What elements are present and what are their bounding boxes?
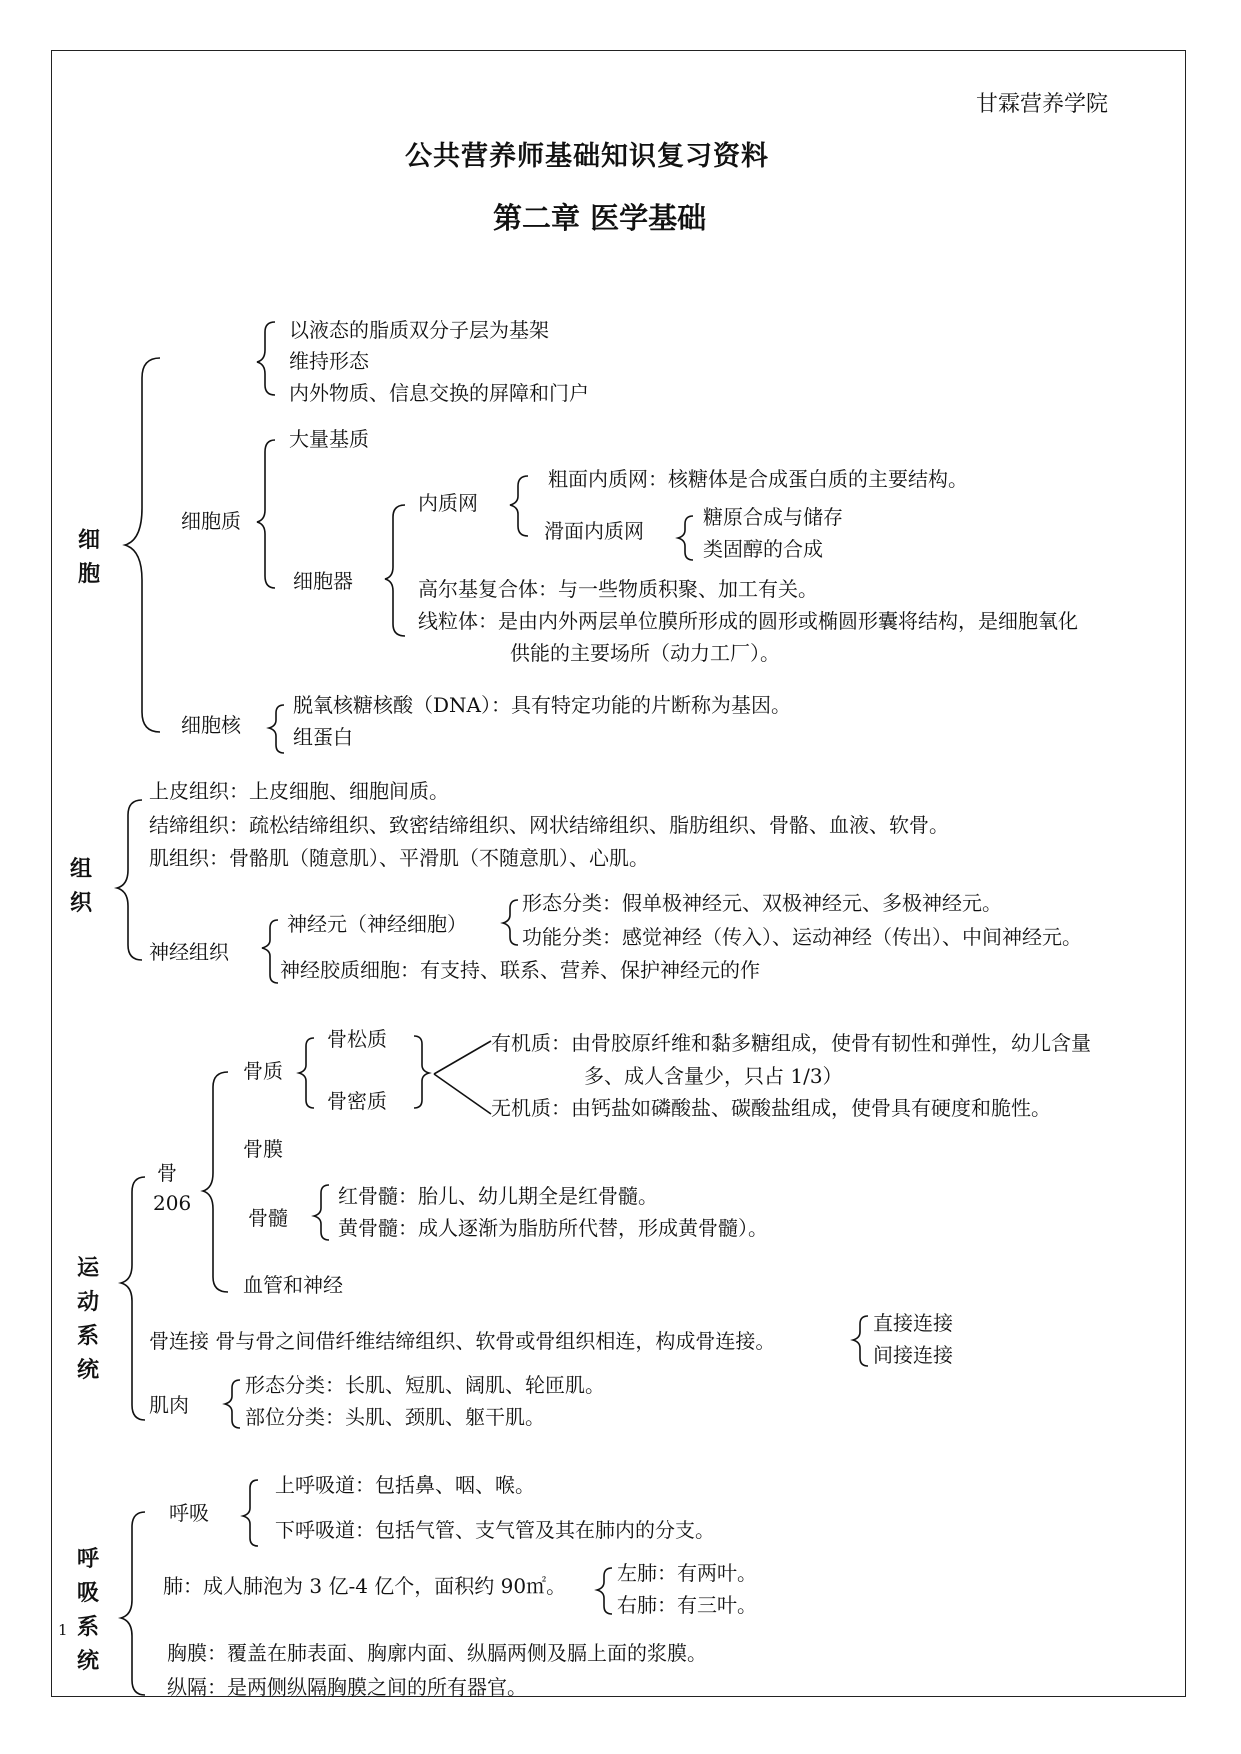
neuron-label: 神经元（神经细胞） xyxy=(287,912,467,936)
muscle-tissue-text: 肌组织：骨骼肌（随意肌）、平滑肌（不随意肌）、心肌。 xyxy=(149,846,649,870)
compact-bone-label: 骨密质 xyxy=(327,1089,387,1113)
bone-count: 206 xyxy=(153,1191,192,1215)
muscle-shape-text: 形态分类：长肌、短肌、阔肌、轮匝肌。 xyxy=(245,1373,605,1397)
membrane-item: 维持形态 xyxy=(289,349,369,373)
chapter-title: 第二章 医学基础 xyxy=(493,201,707,235)
marrow-label: 骨髓 xyxy=(248,1206,288,1230)
smooth-er-item: 糖原合成与储存 xyxy=(703,505,843,529)
upper-airway-text: 上呼吸道：包括鼻、咽、喉。 xyxy=(275,1473,535,1497)
smooth-er-item: 类固醇的合成 xyxy=(703,537,823,561)
neuron-func-text: 功能分类：感觉神经（传入）、运动神经（传出）、中间神经元。 xyxy=(522,925,1082,949)
bone-label: 骨 xyxy=(157,1161,177,1185)
neuron-morph-text: 形态分类：假单极神经元、双极神经元、多极神经元。 xyxy=(522,891,1002,915)
organelle-label: 细胞器 xyxy=(293,569,353,593)
page-number: 1 xyxy=(58,1621,68,1639)
school-name: 甘霖营养学院 xyxy=(976,92,1109,117)
right-lung-text: 右肺：有三叶。 xyxy=(617,1593,757,1617)
inorganic-text: 无机质：由钙盐如磷酸盐、碳酸盐组成，使骨具有硬度和脆性。 xyxy=(491,1096,1051,1120)
rough-er-text: 粗面内质网：核糖体是合成蛋白质的主要结构。 xyxy=(548,467,968,491)
glia-text: 神经胶质细胞：有支持、联系、营养、保护神经元的作 xyxy=(280,958,760,982)
epithelial-text: 上皮组织：上皮细胞、细胞间质。 xyxy=(149,779,449,803)
muscle-part-text: 部位分类：头肌、颈肌、躯干肌。 xyxy=(245,1405,545,1429)
vessels-label: 血管和神经 xyxy=(243,1273,343,1297)
left-lung-text: 左肺：有两叶。 xyxy=(617,1561,757,1585)
document-title: 公共营养师基础知识复习资料 xyxy=(405,141,769,172)
spongy-bone-label: 骨松质 xyxy=(327,1027,387,1051)
muscle-label: 肌肉 xyxy=(149,1393,189,1417)
periosteum-label: 骨膜 xyxy=(243,1137,283,1161)
section-motor-label: 运动系统 xyxy=(76,1256,99,1383)
lower-airway-text: 下呼吸道：包括气管、支气管及其在肺内的分支。 xyxy=(275,1518,715,1542)
organic-text-line1: 有机质：由骨胶原纤维和黏多糖组成，使骨有韧性和弹性，幼儿含量 xyxy=(491,1031,1091,1055)
lung-text: 肺：成人肺泡为 3 亿-4 亿个，面积约 90㎡。 xyxy=(163,1574,567,1598)
cytoplasm-label: 细胞质 xyxy=(181,509,241,533)
mediastinum-text: 纵隔：是两侧纵隔胸膜之间的所有器官。 xyxy=(167,1675,527,1699)
organic-text-line2: 多、成人含量少，只占 1/3） xyxy=(584,1064,843,1088)
joint-type: 间接连接 xyxy=(873,1343,953,1367)
nucleus-item: 脱氧核糖核酸（DNA）：具有特定功能的片断称为基因。 xyxy=(293,693,791,717)
section-tissue-label: 组织 xyxy=(69,857,92,916)
section-cell-label: 细胞 xyxy=(77,528,100,587)
nervous-label: 神经组织 xyxy=(149,940,229,964)
pleura-text: 胸膜：覆盖在肺表面、胸廓内面、纵膈两侧及膈上面的浆膜。 xyxy=(167,1641,707,1665)
er-label: 内质网 xyxy=(418,491,478,515)
joint-text: 骨连接 骨与骨之间借纤维结缔组织、软骨或骨组织相连，构成骨连接。 xyxy=(149,1329,776,1353)
mito-text-line1: 线粒体：是由内外两层单位膜所形成的圆形或椭圆形囊将结构，是细胞氧化 xyxy=(418,609,1078,633)
connective-text: 结缔组织：疏松结缔组织、致密结缔组织、网状结缔组织、脂肪组织、骨骼、血液、软骨。 xyxy=(149,813,949,837)
section-resp-label: 呼吸系统 xyxy=(76,1547,99,1674)
joint-type: 直接连接 xyxy=(873,1311,953,1335)
matrix-text: 大量基质 xyxy=(289,427,369,451)
smooth-er-label: 滑面内质网 xyxy=(544,519,644,543)
membrane-item: 内外物质、信息交换的屏障和门户 xyxy=(289,381,589,405)
nucleus-item: 组蛋白 xyxy=(293,725,353,749)
membrane-item: 以液态的脂质双分子层为基架 xyxy=(289,318,549,342)
breath-label: 呼吸 xyxy=(169,1501,209,1525)
bone-substance-label: 骨质 xyxy=(243,1059,283,1083)
nucleus-label: 细胞核 xyxy=(181,713,241,737)
golgi-text: 高尔基复合体：与一些物质积聚、加工有关。 xyxy=(418,577,818,601)
red-marrow-text: 红骨髓：胎儿、幼儿期全是红骨髓。 xyxy=(338,1184,658,1208)
mito-text-line2: 供能的主要场所（动力工厂）。 xyxy=(510,641,780,665)
yellow-marrow-text: 黄骨髓：成人逐渐为脂肪所代替，形成黄骨髓）。 xyxy=(338,1216,768,1240)
